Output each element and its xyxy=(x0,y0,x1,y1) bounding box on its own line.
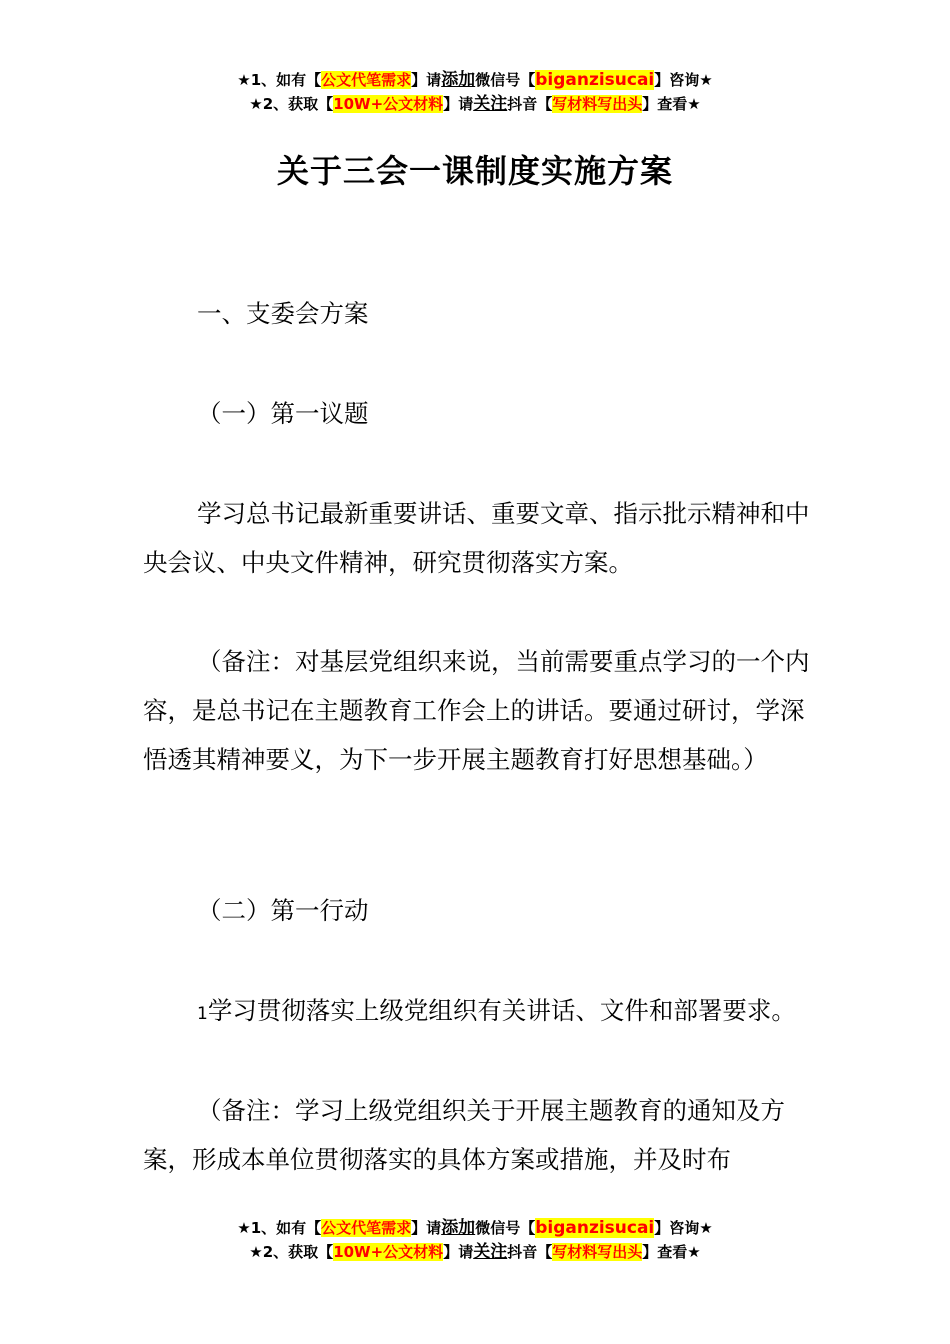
item-number: 1 xyxy=(197,1004,208,1024)
banner-text: 】查看★ xyxy=(642,95,701,113)
banner-text: ★1、如有【 xyxy=(237,1219,322,1237)
header-banner xyxy=(0,68,950,116)
paragraph-3-text: 学习贯彻落实上级党组织有关讲话、文件和部署要求。 xyxy=(207,996,796,1025)
banner-underline: 关注 xyxy=(473,94,508,114)
banner-underline: 添加 xyxy=(441,70,476,90)
banner-highlight: 写材料写出头 xyxy=(552,95,643,113)
banner-text: 】请 xyxy=(411,1219,442,1237)
banner-text: 】请 xyxy=(411,71,442,89)
banner-text: 微信号【 xyxy=(475,71,536,89)
banner-line-1 xyxy=(0,68,950,92)
banner-highlight: 公文代笔需求 xyxy=(321,1219,412,1237)
banner-text: ★1、如有【 xyxy=(237,71,322,89)
banner-text: ★2、获取【 xyxy=(249,95,334,113)
paragraph-2: （备注：对基层党组织来说，当前需要重点学习的一个内容，是总书记在主题教育工作会上的讲话。要通过研讨，学深悟透其精神要义，为下一步开展主题教育打好思想基础。） xyxy=(143,647,810,774)
banner-line-2 xyxy=(0,92,950,116)
paragraph-3 xyxy=(143,986,813,1039)
banner-highlight: 10W+公文材料 xyxy=(333,1243,444,1261)
banner-wechat-id: biganzisucai xyxy=(535,1218,655,1238)
banner-text: 抖音【 xyxy=(507,1243,553,1261)
banner-text: 】查看★ xyxy=(642,1243,701,1261)
footer-banner xyxy=(0,1216,950,1264)
banner-highlight: 10W+公文材料 xyxy=(333,95,444,113)
banner-text: 】咨询★ xyxy=(654,1219,713,1237)
banner-highlight: 公文代笔需求 xyxy=(321,71,412,89)
paragraph-4: （备注：学习上级党组织关于开展主题教育的通知及方案，形成本单位贯彻落实的具体方案或措施，并及时布 xyxy=(143,1096,785,1174)
section-heading-2: （一）第一议题 xyxy=(197,399,369,428)
banner-line-1 xyxy=(0,1216,950,1240)
banner-underline: 关注 xyxy=(473,1242,508,1262)
banner-underline: 添加 xyxy=(441,1218,476,1238)
banner-text: 微信号【 xyxy=(475,1219,536,1237)
document-title: 关于三会一课制度实施方案 xyxy=(276,152,673,190)
banner-highlight: 写材料写出头 xyxy=(552,1243,643,1261)
section-heading-1: 一、支委会方案 xyxy=(197,299,369,328)
section-heading-3: （二）第一行动 xyxy=(197,896,369,925)
paragraph-1: 学习总书记最新重要讲话、重要文章、指示批示精神和中央会议、中央文件精神，研究贯彻落实方案。 xyxy=(143,499,810,577)
banner-wechat-id: biganzisucai xyxy=(535,70,655,90)
banner-text: 】咨询★ xyxy=(654,71,713,89)
banner-line-2 xyxy=(0,1240,950,1264)
banner-text: 】请 xyxy=(443,1243,474,1261)
banner-text: 抖音【 xyxy=(507,95,553,113)
banner-text: 】请 xyxy=(443,95,474,113)
banner-text: ★2、获取【 xyxy=(249,1243,334,1261)
